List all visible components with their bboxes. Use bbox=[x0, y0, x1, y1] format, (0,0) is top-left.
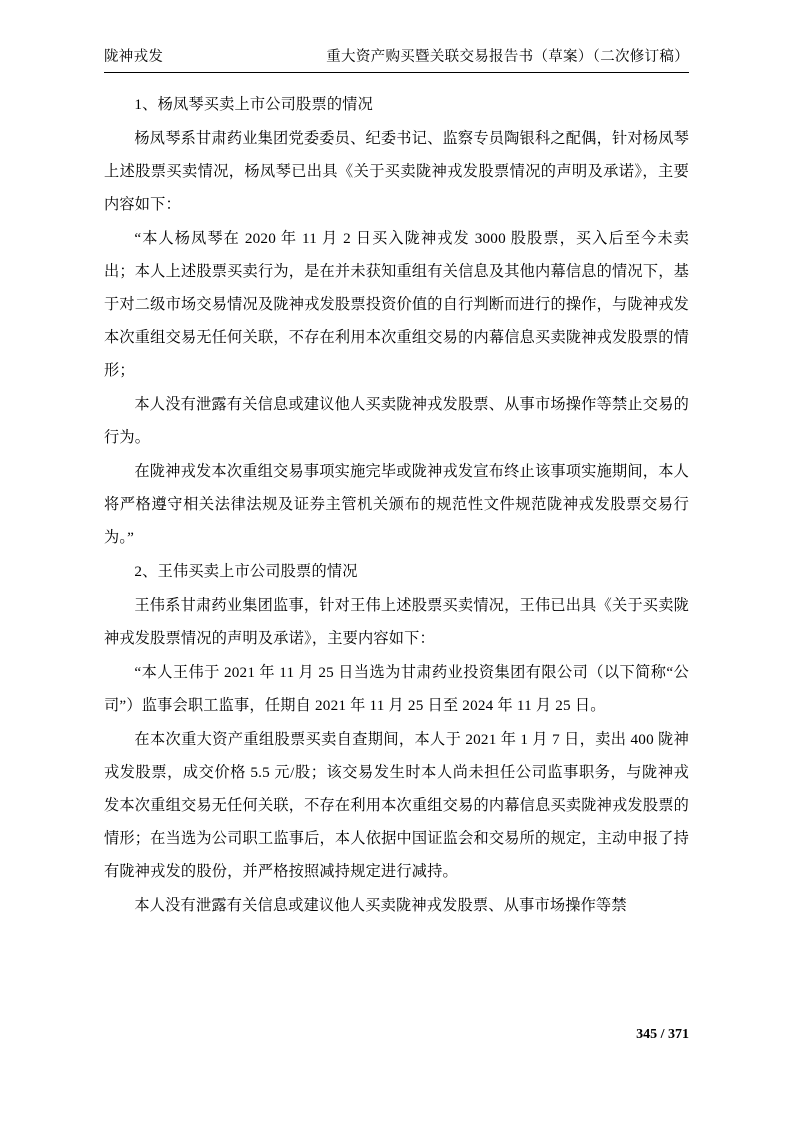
body-paragraph: 本人没有泄露有关信息或建议他人买卖陇神戎发股票、从事市场操作等禁止交易的行为。 bbox=[104, 396, 689, 446]
body-paragraph: 王伟系甘肃药业集团监事，针对王伟上述股票买卖情况，王伟已出具《关于买卖陇神戎发股票情况的声明及承诺》，主要内容如下： bbox=[104, 597, 689, 647]
page-number: 345 / 371 bbox=[636, 1027, 689, 1042]
header-document-title: 重大资产购买暨关联交易报告书（草案）（二次修订稿） bbox=[326, 49, 689, 65]
section-heading-2: 2、王伟买卖上市公司股票的情况 bbox=[134, 563, 358, 580]
body-paragraph: 在本次重大资产重组股票买卖自查期间，本人于 2021 年 1 月 7 日，卖出 400 陇神戎发股票，成交价格 5.5 元/股；该交易发生时本人尚未担任公司监事职务，与陇神戎发本次重组交易无任何关联，不存在利用本次重组交易的内幕信息买卖陇神戎发股票的情形；在当选为公司职工监事后，本人依据中国证监会和交易所的规定，主动申报了持有陇神戎发的股份，并严格按照减持规定进行减持。 bbox=[104, 731, 689, 880]
section-heading-1: 1、杨凤琴买卖上市公司股票的情况 bbox=[134, 96, 373, 113]
body-paragraph: 杨凤琴系甘肃药业集团党委委员、纪委书记、监察专员陶银科之配偶，针对杨凤琴上述股票买卖情况，杨凤琴已出具《关于买卖陇神戎发股票情况的声明及承诺》，主要内容如下： bbox=[104, 130, 689, 213]
document-body bbox=[104, 88, 689, 923]
body-paragraph: “本人杨凤琴在 2020 年 11 月 2 日买入陇神戎发 3000 股股票，买入后至今未卖出；本人上述股票买卖行为，是在并未获知重组有关信息及其他内幕信息的情况下，基于对二级市场交易情况及陇神戎发股票投资价值的自行判断而进行的操作，与陇神戎发本次重组交易无任何关联，不存在利用本次重组交易的内幕信息买卖陇神戎发股票的情形； bbox=[104, 230, 689, 379]
header-company-name: 陇神戎发 bbox=[104, 49, 164, 65]
page-header bbox=[104, 45, 689, 66]
page-footer bbox=[104, 1027, 689, 1043]
body-paragraph: “本人王伟于 2021 年 11 月 25 日当选为甘肃药业投资集团有限公司（以下简称“公司”）监事会职工监事，任期自 2021 年 11 月 25 日至 2024 年 11 月 25 日。 bbox=[104, 664, 689, 714]
body-paragraph: 本人没有泄露有关信息或建议他人买卖陇神戎发股票、从事市场操作等禁 bbox=[134, 897, 627, 914]
body-paragraph: 在陇神戎发本次重组交易事项实施完毕或陇神戎发宣布终止该事项实施期间，本人将严格遵守相关法律法规及证券主管机关颁布的规范性文件规范陇神戎发股票交易行为。” bbox=[104, 463, 689, 546]
header-divider bbox=[104, 72, 689, 73]
